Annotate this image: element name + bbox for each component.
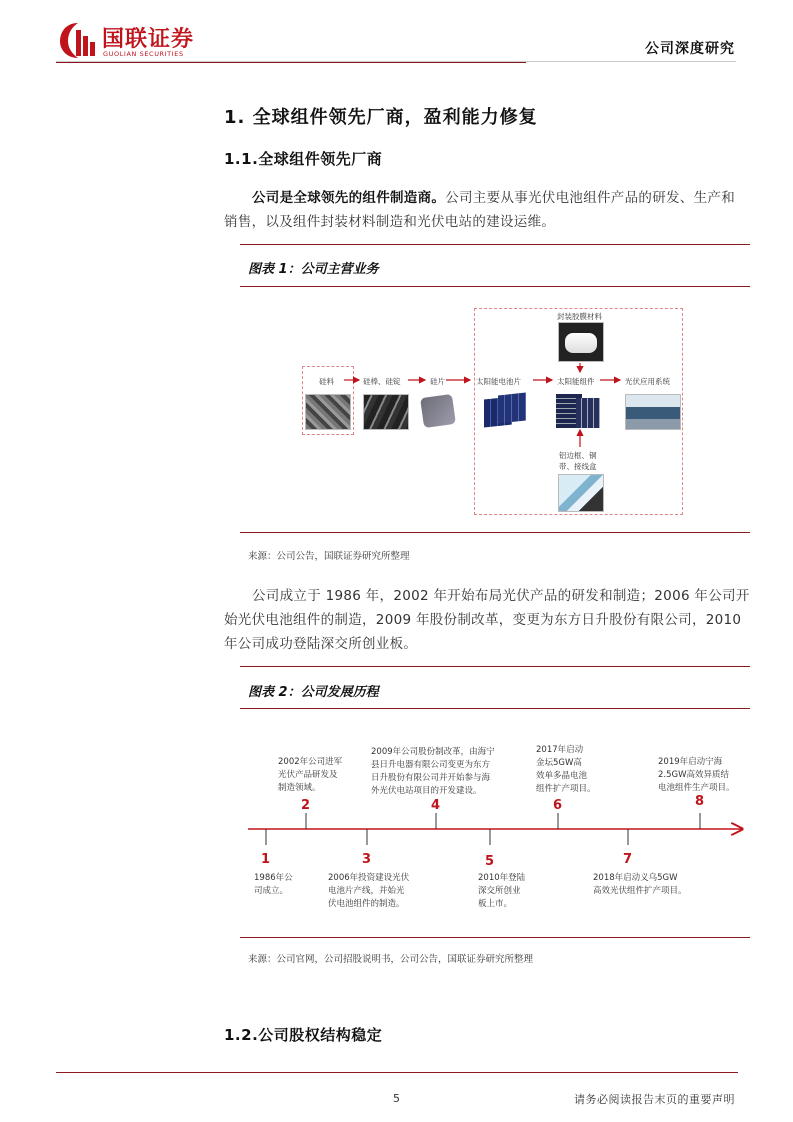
figure2-title: 图表 2：公司发展历程 xyxy=(248,685,379,700)
event-6-text: 2017年启动 金坛5GW高 效单多晶电池 组件扩产项目。 xyxy=(536,745,596,794)
paragraph-2-line1: 公司成立于 1986 年，2002 年开始布局光伏产品的研发和制造；2006 年公司开 xyxy=(252,588,750,604)
logo-mark-icon xyxy=(56,20,100,60)
logo xyxy=(56,20,216,60)
section-title-1-2: 1.2.公司股权结构稳定 xyxy=(224,1026,383,1044)
header-rule-dark xyxy=(56,61,736,62)
section-title-1: 1. 全球组件领先厂商，盈利能力修复 xyxy=(224,107,538,128)
event-1-num: 1 xyxy=(261,852,271,867)
event-7-text: 2018年启动义乌5GW 高效光伏组件扩产项目。 xyxy=(593,873,687,896)
event-1-text: 1986年公 司成立。 xyxy=(254,873,293,896)
paragraph-2-line2: 始光伏电池组件的制造，2009 年股份制改革，变更为东方日升股份有限公司，2010 xyxy=(224,612,742,628)
figure1-diagram xyxy=(240,300,750,525)
event-7-num: 7 xyxy=(623,852,633,867)
event-4-text: 2009年公司股份制改革，由海宁 县日升电器有限公司变更为东方 日升股份有限公司并开始参与海 外光伏电站项目的开发建设。 xyxy=(371,747,495,796)
ingot-image xyxy=(363,394,409,430)
film-image xyxy=(558,322,604,362)
event-4-num: 4 xyxy=(431,798,441,813)
paragraph-1-rest: 公司主要从事光伏电池组件产品的研发、生产和 xyxy=(445,190,736,206)
event-2-text: 2002年公司进军 光伏产品研发及 制造领域。 xyxy=(278,757,343,793)
figure1-source: 来源：公司公告，国联证券研究所整理 xyxy=(248,551,410,562)
figure2-top-rule xyxy=(240,666,750,667)
figure2-source: 来源：公司官网，公司招股说明书，公司公告，国联证券研究所整理 xyxy=(248,954,534,965)
figure2-title-rule xyxy=(240,708,750,709)
event-5-num: 5 xyxy=(485,854,495,869)
wafer-image xyxy=(420,394,458,428)
system-image xyxy=(625,394,681,430)
label-ingot: 硅棒、硅锭 xyxy=(363,377,401,386)
label-silicon: 硅料 xyxy=(319,377,334,386)
figure1-title: 图表 1：公司主营业务 xyxy=(248,262,379,277)
logo-en: GUOLIAN SECURITIES xyxy=(103,50,184,58)
silicon-image xyxy=(305,394,351,430)
event-5-text: 2010年登陆 深交所创业 板上市。 xyxy=(478,873,526,909)
page-number: 5 xyxy=(393,1092,400,1105)
timeline xyxy=(240,712,750,934)
figure1-title-rule xyxy=(240,286,750,287)
figure1-bottom-rule xyxy=(240,532,750,533)
label-film: 封装胶膜材料 xyxy=(557,312,602,321)
cell-image xyxy=(484,394,528,428)
event-3-text: 2006年投资建设光伏 电池片产线，并始光 伏电池组件的制造。 xyxy=(328,873,410,909)
module-image xyxy=(556,394,600,428)
event-8-text: 2019年启动宁海 2.5GW高效异质结 电池组件生产项目。 xyxy=(658,757,735,793)
paragraph-1-line2: 销售，以及组件封装材料制造和光伏电站的建设运维。 xyxy=(224,214,556,230)
label-module: 太阳能组件 xyxy=(557,377,595,386)
figure1-top-rule xyxy=(240,244,750,245)
figure2-bottom-rule xyxy=(240,937,750,938)
event-3-num: 3 xyxy=(362,852,372,867)
frame-image xyxy=(558,474,604,512)
section-title-1-1: 1.1.全球组件领先厂商 xyxy=(224,150,383,168)
event-6-num: 6 xyxy=(553,798,563,813)
report-type: 公司深度研究 xyxy=(645,41,735,57)
label-frame-1: 铝边框、铜 xyxy=(559,451,597,460)
label-cell: 太阳能电池片 xyxy=(476,377,521,386)
label-frame-2: 带、接线盒 xyxy=(559,462,597,471)
header-rule xyxy=(56,62,526,63)
footer-rule xyxy=(56,1072,738,1073)
event-8-num: 8 xyxy=(695,794,705,809)
label-wafer: 硅片 xyxy=(430,377,445,386)
footer-disclaimer: 请务必阅读报告末页的重要声明 xyxy=(574,1093,735,1106)
paragraph-2-line3: 年公司成功登陆深交所创业板。 xyxy=(224,636,418,652)
event-2-num: 2 xyxy=(301,798,311,813)
logo-cn: 国联证券 xyxy=(102,27,195,52)
label-system: 光伏应用系统 xyxy=(625,377,670,386)
paragraph-1 xyxy=(252,186,742,210)
paragraph-1-bold: 公司是全球领先的组件制造商。 xyxy=(252,190,446,206)
